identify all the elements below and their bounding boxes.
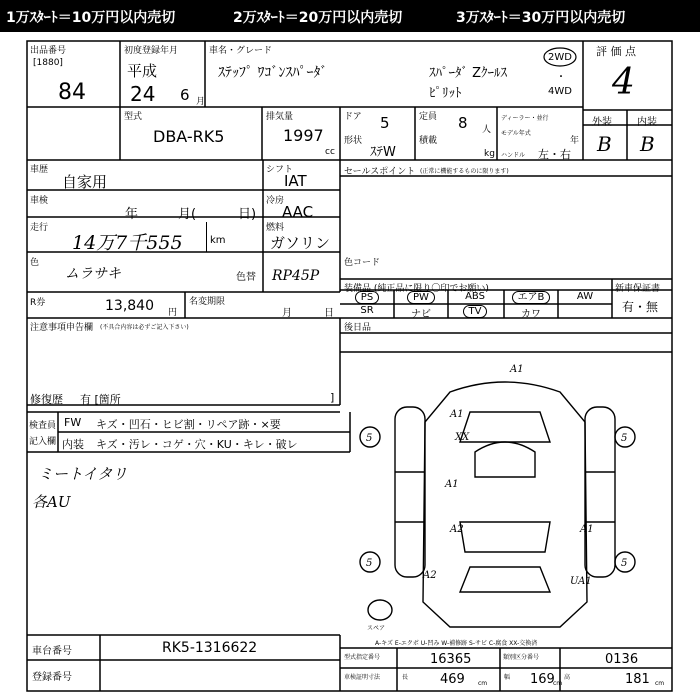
displacement-value: 1997 bbox=[283, 126, 324, 145]
damage-mark: 5 bbox=[621, 558, 628, 569]
car-roof-front bbox=[475, 442, 535, 477]
damage-mark: A1 bbox=[445, 479, 459, 490]
equipment-item bbox=[340, 291, 394, 304]
model-label: 型式 bbox=[124, 112, 143, 122]
damage-legend: A-キズ E-エクボ U-凹み W-補修跡 S-サビ C-腐食 XX-交換済 bbox=[375, 640, 538, 647]
lot-code: [1880] bbox=[33, 58, 63, 68]
damage-mark: XX bbox=[455, 432, 470, 443]
doors-value: 5 bbox=[380, 114, 390, 132]
color-value: ムラサキ bbox=[65, 266, 121, 282]
damage-mark: A2 bbox=[423, 570, 437, 581]
equipment-item bbox=[504, 291, 558, 304]
header-start-2: 2万ｽﾀｰﾄ＝20万円以内売切 bbox=[233, 10, 403, 26]
inspector-label-bottom: 記入欄 bbox=[29, 437, 57, 447]
exterior-score: B bbox=[597, 132, 612, 156]
model-spec-label: 型式指定番号 bbox=[344, 654, 381, 661]
equipment-item-label: エアB bbox=[512, 291, 551, 304]
chassis-value: RK5-1316622 bbox=[162, 640, 258, 656]
model-value: DBA-RK5 bbox=[153, 127, 225, 146]
fuel-label: 燃料 bbox=[266, 223, 285, 233]
usage-value: 自家用 bbox=[62, 173, 108, 191]
warranty-value: 有・無 bbox=[622, 300, 659, 314]
shift-label: シフト bbox=[266, 165, 294, 175]
fuel-value: ガソリン bbox=[270, 234, 331, 252]
car-name: ｽﾃｯﾌﾟ ﾜｺﾞﾝｽﾊﾟｰﾀﾞ bbox=[218, 65, 328, 81]
interior-score: B bbox=[640, 132, 655, 156]
spare-label: スペア bbox=[367, 625, 386, 632]
damage-mark: A1 bbox=[450, 409, 464, 420]
color-code-value: RP45P bbox=[272, 268, 320, 284]
dealer-label: ディーラー・並行 bbox=[501, 115, 549, 122]
car-damage-diagram bbox=[355, 352, 670, 635]
dim-length-unit: cm bbox=[478, 680, 488, 687]
recycle-label: R券 bbox=[30, 298, 46, 308]
registration-era: 平成 bbox=[127, 62, 158, 80]
drive-dot: ・ bbox=[556, 72, 566, 83]
chassis-label: 車台番号 bbox=[32, 646, 72, 657]
equipment-item-label: TV bbox=[463, 305, 488, 318]
color-code-label: 色コード bbox=[344, 258, 381, 268]
handwritten-note-1: ミートイタリ bbox=[38, 465, 128, 483]
registration-year: 24 bbox=[130, 82, 156, 106]
dimensions-label: 車検証明寸法 bbox=[344, 674, 381, 681]
car-left-side bbox=[395, 407, 425, 577]
damage-mark: 5 bbox=[366, 433, 373, 444]
notes-sublabel: (不具合内容は必ずご記入下さい) bbox=[100, 324, 189, 331]
car-grade-1: ｽﾊﾟｰﾀﾞ Zｸｰﾙｽ bbox=[429, 66, 508, 81]
dim-height-label: 高 bbox=[564, 674, 571, 681]
usage-label: 車歴 bbox=[30, 165, 49, 175]
sales-point-label: セールスポイント bbox=[344, 167, 416, 177]
inspector-row1-items: キズ・凹石・ヒビ割・リペア跡・×要 bbox=[96, 418, 281, 431]
load-unit: kg bbox=[484, 149, 495, 159]
equipment-item-label: PS bbox=[355, 291, 379, 304]
inspector-row1-title: FW bbox=[64, 416, 82, 429]
header-start-3: 3万ｽﾀｰﾄ＝30万円以内売切 bbox=[456, 10, 626, 26]
dim-length: 469 bbox=[440, 672, 465, 687]
inspection-month: 月( bbox=[178, 207, 197, 222]
model-year-unit: 年 bbox=[570, 136, 580, 146]
car-grade-2: ﾋﾟﾘｯﾄ bbox=[429, 86, 462, 101]
dim-width-label: 幅 bbox=[504, 674, 511, 681]
equipment-item bbox=[448, 305, 502, 318]
car-rear-window bbox=[460, 522, 550, 552]
color-change-label: 色替 bbox=[236, 272, 256, 283]
damage-mark: 5 bbox=[621, 433, 628, 444]
interior-label: 内装 bbox=[637, 117, 657, 128]
name-change-day: 日 bbox=[324, 308, 334, 319]
mileage-unit: km bbox=[210, 235, 226, 246]
car-windshield bbox=[460, 412, 550, 442]
equipment-item-label: カワ bbox=[521, 309, 541, 320]
lot-label: 出品番号 bbox=[30, 46, 67, 56]
mileage-value: 14万7千555 bbox=[72, 232, 183, 254]
displacement-unit: cc bbox=[325, 147, 335, 157]
lot-number: 84 bbox=[58, 80, 86, 105]
sales-point-note: (正常に機能するものに限ります) bbox=[420, 168, 509, 175]
exterior-label: 外装 bbox=[592, 117, 612, 128]
shift-value: IAT bbox=[284, 172, 307, 190]
displacement-label: 排気量 bbox=[266, 112, 294, 122]
inspector-row2-items: キズ・汚レ・コゲ・穴・KU・キレ・破レ bbox=[96, 438, 298, 451]
mileage-label: 走行 bbox=[30, 223, 49, 233]
equipment-item bbox=[340, 305, 394, 316]
score-label: 評 価 点 bbox=[596, 45, 636, 58]
load-label: 積載 bbox=[419, 136, 438, 146]
equipment-item-label: ナビ bbox=[411, 309, 431, 320]
handwritten-note-2: 各AU bbox=[32, 493, 71, 511]
score-value: 4 bbox=[612, 62, 635, 103]
handle-value: 左・右 bbox=[538, 148, 571, 161]
repair-value: 有 [箇所 bbox=[80, 393, 121, 406]
capacity-value: 8 bbox=[458, 114, 468, 132]
notes-label: 注意事項申告欄 bbox=[30, 323, 94, 333]
damage-mark: A1 bbox=[580, 524, 594, 535]
equipment-item bbox=[448, 291, 502, 302]
rear-seat-label: 後日品 bbox=[344, 323, 372, 333]
registration-no-label: 登録番号 bbox=[32, 672, 72, 683]
damage-mark: A2 bbox=[450, 524, 464, 535]
drive-2wd: 2WD bbox=[548, 52, 572, 63]
equipment-item-label: AW bbox=[576, 291, 594, 302]
ac-value: AAC bbox=[282, 203, 314, 221]
dim-height: 181 bbox=[625, 672, 650, 687]
model-year-label: モデル年式 bbox=[501, 130, 531, 137]
class-label: 類別区分番号 bbox=[503, 654, 540, 661]
name-change-month: 月 bbox=[282, 308, 292, 319]
inspector-label-top: 検査員 bbox=[29, 421, 57, 431]
capacity-unit: 人 bbox=[482, 125, 492, 135]
class-value: 0136 bbox=[605, 652, 639, 667]
registration-label: 初度登録年月 bbox=[124, 46, 179, 56]
car-name-label: 車名・グレード bbox=[209, 46, 273, 56]
inspection-year: 年 bbox=[125, 207, 139, 222]
damage-mark: 5 bbox=[366, 558, 373, 569]
car-trunk bbox=[460, 567, 550, 592]
header-start-1: 1万ｽﾀｰﾄ＝10万円以内売切 bbox=[6, 10, 176, 26]
car-body-outline bbox=[423, 382, 587, 627]
equipment-item bbox=[558, 291, 612, 302]
drive-4wd: 4WD bbox=[548, 86, 572, 97]
repair-close: ] bbox=[330, 391, 335, 404]
dim-length-label: 長 bbox=[402, 674, 409, 681]
inspection-day: 日) bbox=[238, 207, 257, 222]
shape-value: ｽﾃW bbox=[370, 145, 396, 160]
damage-mark: UA1 bbox=[570, 576, 592, 587]
registration-month: 6 bbox=[180, 86, 190, 104]
model-spec-value: 16365 bbox=[430, 652, 472, 667]
ac-label: 冷房 bbox=[266, 196, 285, 206]
equipment-item-label: PW bbox=[407, 291, 435, 304]
equipment-label: 装備品 (純正品に限り〇印でお願い) bbox=[344, 284, 489, 294]
inspection-label: 車検 bbox=[30, 196, 49, 206]
color-label: 色 bbox=[30, 258, 40, 268]
recycle-unit: 円 bbox=[168, 308, 178, 318]
equipment-item-label: SR bbox=[360, 305, 374, 316]
dim-height-unit: cm bbox=[655, 680, 665, 687]
repair-label: 修復歴 bbox=[30, 393, 63, 406]
spare-tire bbox=[368, 600, 392, 620]
equipment-item bbox=[394, 305, 448, 320]
dim-width: 169 bbox=[530, 672, 555, 687]
name-change-label: 名変期限 bbox=[189, 297, 226, 307]
equipment-item-label: ABS bbox=[465, 291, 485, 302]
inspector-row2-title: 内装 bbox=[62, 438, 84, 451]
equipment-item bbox=[504, 305, 558, 320]
equipment-item bbox=[394, 291, 448, 304]
shape-label: 形状 bbox=[344, 136, 363, 146]
car-right-side bbox=[585, 407, 615, 577]
registration-month-unit: 月 bbox=[196, 97, 206, 107]
damage-mark: A1 bbox=[510, 364, 524, 375]
capacity-label: 定員 bbox=[419, 112, 438, 122]
handle-label: ハンドル bbox=[501, 152, 526, 159]
dim-width-unit: cm bbox=[553, 680, 563, 687]
doors-label: ドア bbox=[344, 112, 362, 122]
recycle-value: 13,840 bbox=[105, 298, 154, 314]
warranty-label: 新車保証書 bbox=[615, 284, 661, 294]
